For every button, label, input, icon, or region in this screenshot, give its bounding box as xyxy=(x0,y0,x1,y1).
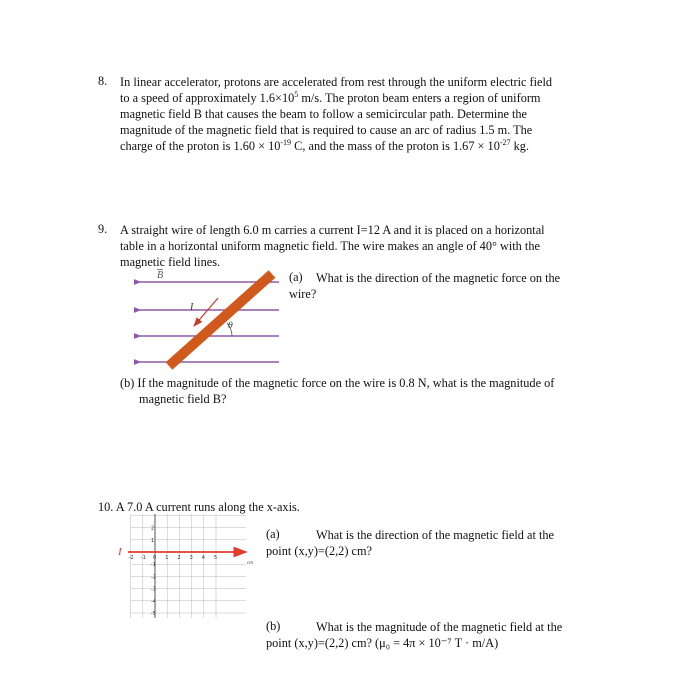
field-label: B xyxy=(157,270,164,281)
q9-part-a-line-1: What is the direction of the magnetic force on the xyxy=(316,271,561,285)
x-tick-label: 4 xyxy=(201,555,205,561)
x-tick-label: 1 xyxy=(165,555,169,561)
q9-part-b-line-1: (b) If the magnitude of the magnetic force on the wire is 0.8 N, what is the magnitude of xyxy=(120,376,555,390)
y-tick-label: -3 xyxy=(151,586,156,593)
q10-intro: 10. A 7.0 A current runs along the x-axis. xyxy=(98,500,300,514)
x-tick-label: 2 xyxy=(177,555,181,561)
q8-line-2: to a speed of approximately $1.6\times 10^5$ m/s. The proton beam enters a region of uniform xyxy=(120,89,541,105)
wire-field-diagram xyxy=(134,266,284,372)
current-label: I xyxy=(190,302,194,313)
q9-part-b-line-2: magnetic field B? xyxy=(139,392,227,406)
grid-lines xyxy=(128,514,246,618)
q9-part-a-label: (a) xyxy=(289,270,303,284)
y-tick-label: 2 xyxy=(151,525,155,532)
angle-label: θ xyxy=(228,321,233,330)
q10-part-a-label: (a) xyxy=(266,527,280,541)
coordinate-grid-diagram xyxy=(114,512,262,624)
q10-part-a-line-1: What is the direction of the magnetic field at the xyxy=(316,528,554,542)
q8-line-1: In linear accelerator, protons are accelerated from rest through the uniform electric field xyxy=(120,75,553,89)
x-tick-label: 5 xyxy=(214,555,218,561)
q10-part-b-label: (b) xyxy=(266,619,281,633)
x-tick-label: 0 xyxy=(153,555,157,561)
q8-line-3: magnetic field B that causes the beam to follow a semicircular path. Determine the xyxy=(120,107,528,121)
q10-part-b-line-2: point (x,y)=(2,2) cm? (μ₀ = 4π × 10⁻⁷ T · m/A) xyxy=(266,636,499,650)
y-tick-label: -4 xyxy=(151,598,156,605)
x-tick-label: -1 xyxy=(140,555,146,561)
x-tick-label: 3 xyxy=(189,555,193,561)
y-tick-label: -1 xyxy=(151,562,156,569)
q9-line-1: A straight wire of length 6.0 m carries a current I=12 A and it is placed on a horizontal xyxy=(120,223,545,237)
y-tick-label: -5 xyxy=(151,611,156,617)
current-label: I xyxy=(118,546,122,558)
x-tick-label: -2 xyxy=(128,555,134,561)
question-number: 8. xyxy=(98,74,108,88)
q9-line-3: magnetic field lines. xyxy=(120,255,221,269)
q9-line-2: table in a horizontal uniform magnetic field. The wire makes an angle of 40° with the xyxy=(120,239,540,253)
y-tick-label: -2 xyxy=(151,574,156,581)
q10-part-b-line-1: What is the magnitude of the magnetic field at the xyxy=(316,620,563,634)
question-number: 9. xyxy=(98,222,108,236)
q8-line-5: charge of the proton is $1.60 \times 10^{-19}$ C, and the mass of the proton is $1.67 \times 10^{-27}$ kg. xyxy=(120,137,529,153)
y-tick-label: 1 xyxy=(151,537,155,544)
q10-part-a-line-2: point (x,y)=(2,2) cm? xyxy=(266,544,372,558)
q9-part-a-line-2: wire? xyxy=(289,287,317,301)
wire xyxy=(169,274,272,366)
unit-label: cm xyxy=(247,561,253,566)
q8-line-4: magnitude of the magnetic field that is required to cause an arc of radius 1.5 m. The xyxy=(120,123,533,137)
